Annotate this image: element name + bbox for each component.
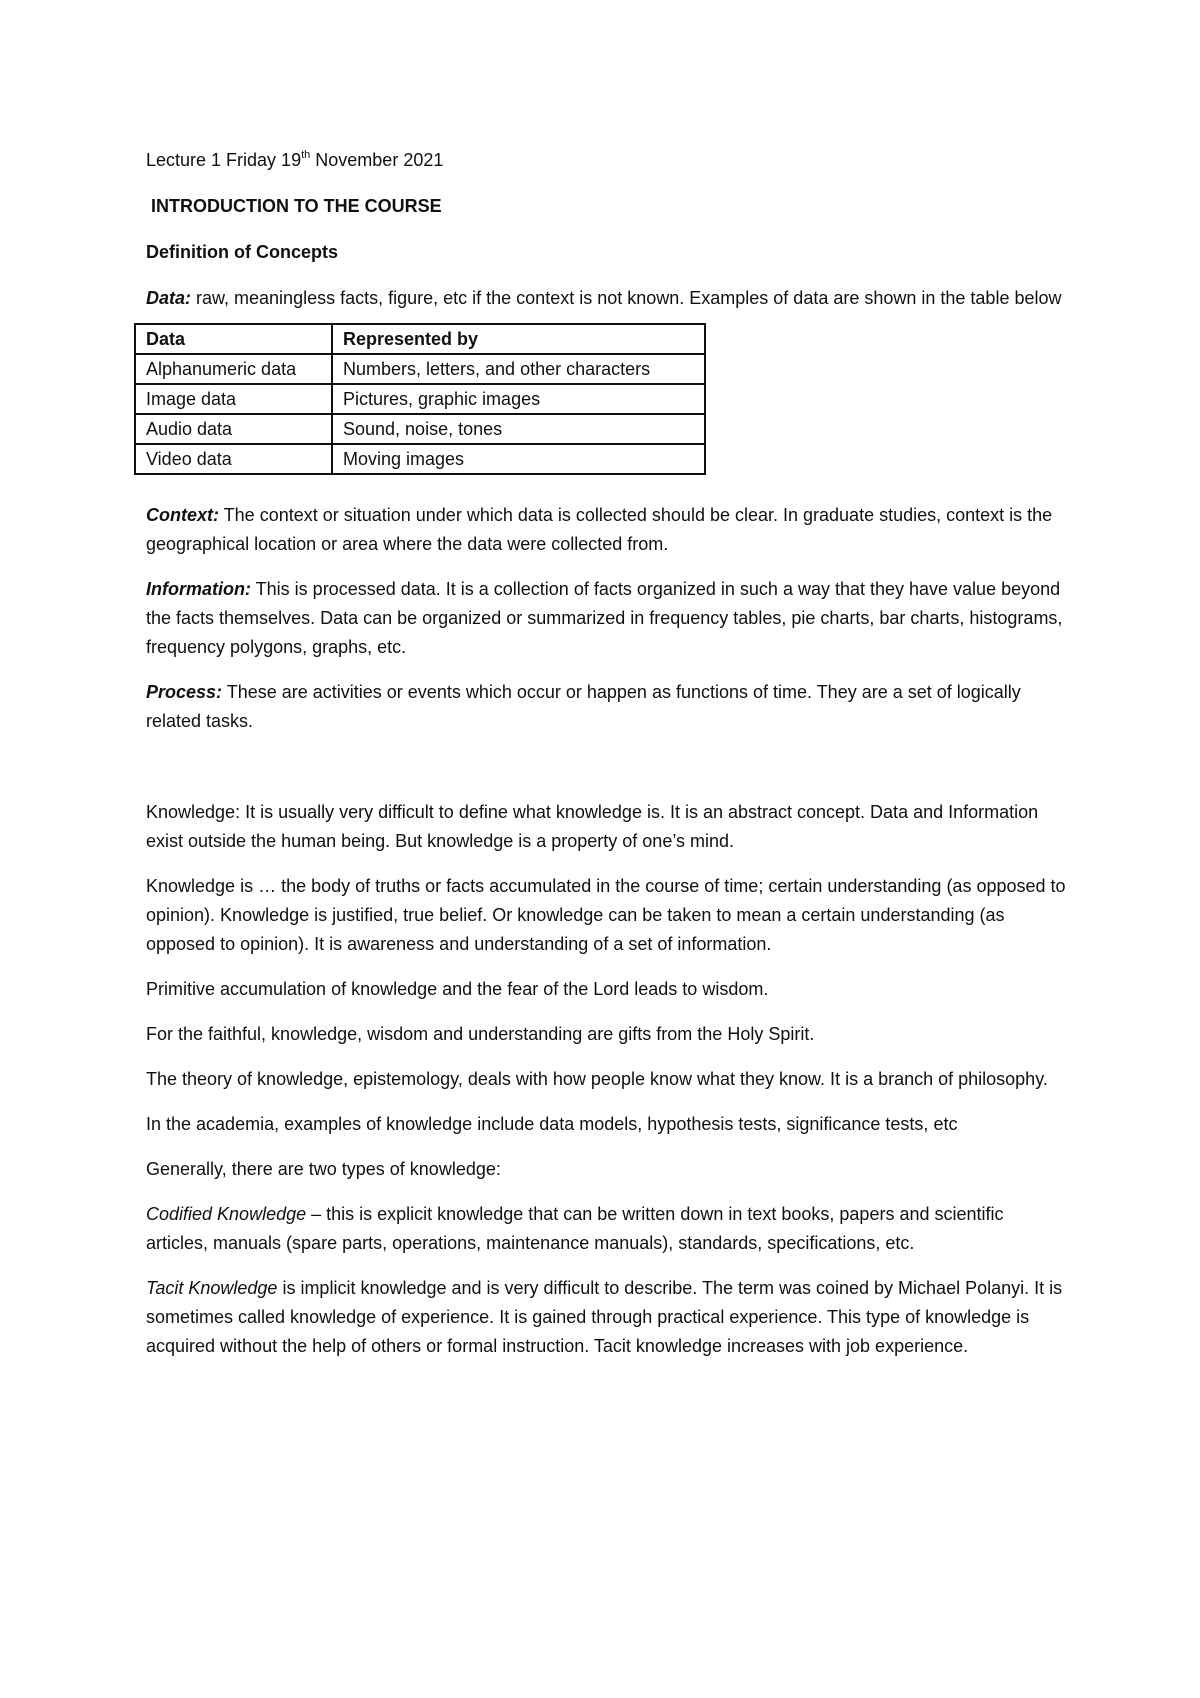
knowledge-paragraph: The theory of knowledge, epistemology, deals with how people know what they know. It is a branch of philosophy.: [146, 1069, 1048, 1089]
table-cell: Pictures, graphic images: [332, 384, 705, 414]
table-header-cell: Represented by: [332, 324, 705, 354]
knowledge-paragraph: For the faithful, knowledge, wisdom and understanding are gifts from the Holy Spirit.: [146, 1024, 815, 1044]
table-row: [135, 414, 705, 444]
data-types-table: [134, 323, 706, 475]
codified-knowledge-paragraph: [146, 1200, 1066, 1258]
knowledge-paragraph: In the academia, examples of knowledge include data models, hypothesis tests, significance tests, etc: [146, 1114, 958, 1134]
lecture-date-prefix: Lecture 1 Friday 19: [146, 150, 302, 170]
knowledge-paragraph: Primitive accumulation of knowledge and the fear of the Lord leads to wisdom.: [146, 979, 769, 999]
information-definition: [146, 575, 1066, 662]
table-cell: Sound, noise, tones: [332, 414, 705, 444]
information-term: Information:: [146, 579, 251, 599]
table-cell: Video data: [135, 444, 332, 474]
table-cell: Alphanumeric data: [135, 354, 332, 384]
table-row: [135, 384, 705, 414]
information-definition-text: This is processed data. It is a collection of facts organized in such a way that they have value beyond the facts themselves. Data can be organized or summarized in frequency tables, pie charts, bar charts, histograms, frequency polygons, graphs, etc.: [146, 579, 1063, 657]
context-definition: [146, 501, 1066, 559]
context-definition-text: The context or situation under which data is collected should be clear. In graduate studies, context is the geographical location or area where the data were collected from.: [146, 505, 1053, 554]
table-cell: Image data: [135, 384, 332, 414]
data-term: Data:: [146, 288, 192, 308]
course-title: INTRODUCTION TO THE COURSE: [151, 196, 442, 216]
context-term: Context:: [146, 505, 219, 525]
data-definition: [146, 284, 1066, 313]
knowledge-paragraph: Knowledge: It is usually very difficult to define what knowledge is. It is an abstract concept. Data and Information exist outside the human being. But knowledge is a property of one’s mind.: [146, 802, 1039, 851]
process-definition-text: These are activities or events which occur or happen as functions of time. They are a set of logically related tasks.: [146, 682, 1021, 731]
tacit-knowledge-paragraph: [146, 1274, 1066, 1361]
process-term: Process:: [146, 682, 223, 702]
table-header-cell: Data: [135, 324, 332, 354]
date-superscript: th: [301, 149, 311, 161]
lecture-date-line: [146, 146, 1066, 175]
table-row: [135, 444, 705, 474]
codified-knowledge-text: – this is explicit knowledge that can be written down in text books, papers and scientific articles, manuals (spare parts, operations, maintenance manuals), standards, specifications, etc.: [146, 1204, 1004, 1253]
table-cell: Audio data: [135, 414, 332, 444]
table-header-row: [135, 324, 705, 354]
knowledge-paragraph: Generally, there are two types of knowledge:: [146, 1159, 501, 1179]
data-definition-text: raw, meaningless facts, figure, etc if the context is not known. Examples of data are shown in the table below: [191, 288, 1062, 308]
knowledge-paragraph: Knowledge is … the body of truths or facts accumulated in the course of time; certain understanding (as opposed to opinion). Knowledge is justified, true belief. Or knowledge can be taken to mean a certain understanding (as opposed to opinion). It is awareness and understanding of a set of information.: [146, 876, 1066, 954]
process-definition: [146, 678, 1066, 736]
table-row: [135, 354, 705, 384]
table-cell: Numbers, letters, and other characters: [332, 354, 705, 384]
lecture-date-suffix: November 2021: [310, 150, 444, 170]
table-cell: Moving images: [332, 444, 705, 474]
spacer: [146, 752, 1066, 798]
tacit-knowledge-text: is implicit knowledge and is very difficult to describe. The term was coined by Michael Polanyi. It is sometimes called knowledge of experience. It is gained through practical experience. This type of knowledge is acquired without the help of others or formal instruction. Tacit knowledge increases with job experience.: [146, 1278, 1063, 1356]
definitions-heading: Definition of Concepts: [146, 242, 338, 262]
document-page: [146, 146, 1066, 1377]
tacit-knowledge-term: Tacit Knowledge: [146, 1278, 278, 1298]
codified-knowledge-term: Codified Knowledge: [146, 1204, 307, 1224]
